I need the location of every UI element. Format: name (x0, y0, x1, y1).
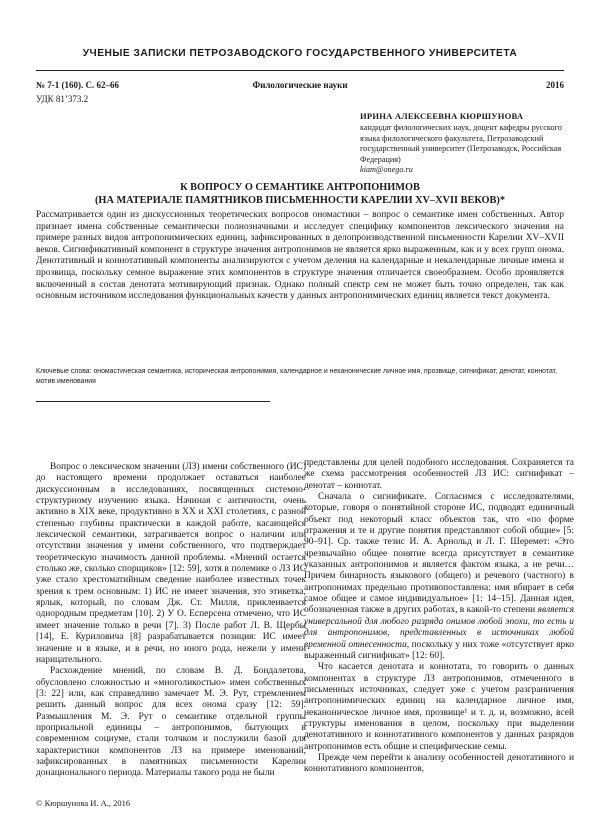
separator (36, 401, 270, 402)
title-line-1: К ВОПРОСУ О СЕМАНТИКЕ АНТРОПОНИМОВ (180, 182, 420, 193)
author-name: ИРИНА АЛЕКСЕЕВНА КЮРШУНОВА (360, 111, 524, 121)
paragraph: представлены для целей подобного исследования. Сохраняется та же схема рассмотрения особенностей ЛЗ ИС: сигнификат – денотат – коннотат. (304, 458, 574, 491)
left-column (36, 462, 306, 780)
title-line-2: (НА МАТЕРИАЛЕ ПАМЯТНИКОВ ПИСЬМЕННОСТИ КАРЕЛИИ XV–XVII ВЕКОВ)* (95, 195, 505, 206)
text-run: Сначала о сигнификате. Согласимся с исследователями, которые, говоря о понятийной стороне ИС, подводят единичный объект под некоторый класс объектов так, что «по форме отражения и те и другие понятия представляют собой общие» [5: 90–91]. Ср. также тезис И. А. Арнольд и Л. Г. Шеремет: «Это чрезвычайно общее понятие всегда присутствует в семантике указанных антропонимов и является фактом языка, а не речи… Причем бинарность языкового (общего) и речевого (частного) в антропонимах предельно противопоставлена: имя вбирает в себя самое общее и самое индивидуальное» [1: 14–15]. Данная идея, обозначенная также в других работах, в какой-то степени (304, 492, 574, 616)
abstract: Рассматривается один из дискуссионных теоретических вопросов ономастики – вопрос о семантике имен собственных. Автор признает имена собственные семантически полнозначными и исследует специфику компонентов лексического значения на примере разных видов антропонимических единиц, зафиксированных в делопроизводственной письменности Карелии XV–XVII веков. Сигнификативный компонент в структуре значения антропонимов не является ярко выраженным, как и у всех групп онома. Денотативный и коннотативный компоненты анализируются с учетом деления на календарные и некалендарные личные имена и прозвища, поскольку семное выражение этих компонентов в структуре значения отличается своеобразием. Особо проявляется включенный в состав денотата мотивирующий признак. Однако полный спектр сем не может быть точно определен, так как основным источником исследования функциональных качеств у данных антропонимических единиц является текст документа. (36, 210, 564, 302)
paragraph: Расхождение мнений, по словам В. Д. Бондалетова, обусловлено сложностью и «многоликостью» имен собственных [3: 22] или, как справедливо замечает М. Э. Рут, стремлением решить данный вопрос для всех онома сразу [12: 59]. Размышления М. Э. Рут о семантике отдельной группы проприальной единицы – антропонимов, бытующих в современном социуме, стали толчком и послужили базой для характеристики компонентов ЛЗ на примере именований, зафиксированных в памятниках письменности Карелии донационального периода. Материалы такого рода не были (36, 666, 306, 779)
text-run: , поскольку у них тоже «отсутствует ярко выраженный сигнификат» [12: 60]. (304, 639, 574, 661)
paragraph: Вопрос о лексическом значении (ЛЗ) имени собственного (ИС) до настоящего времени продолжает оставаться наиболее дискуссионным в исследованиях, посвященных системно-структурному изучению языка. Начиная с античности, очень активно в XIX веке, продуктивно в XX и XXI столетиях, с разной степенью глубины практически в каждой работе, касающейся лексической семантики, затрагивается вопрос о наличии или отсутствии значения у имени собственного, что подтверждает теоретическую значимость данной проблемы. «Мнений остается столько же, сколько спорщиков» [12: 59], хотя в полемике о ЛЗ ИС уже стало хрестоматийным сведение наиболее известных точек зрения к трем основным: 1) ИС не имеет значения, это этикетка, ярлык, который, по словам Дж. Ст. Милля, приклеивается однородным предметам [10]. 2) У О. Есперсена отмечено, что ИС имеет значение только в речи [7]. 3) После работ Л. В. Щербы [14], Е. Куриловича [8] разрабатывается позиция: ИС имеет значение и в языке, и в речи, но иного рода, нежели у имени нарицательного. (36, 462, 306, 665)
copyright: © Кюршунова И. А., 2016 (36, 798, 131, 808)
paragraph: Что касается денотата и коннотата, то говорить о данных компонентах в структуре ЛЗ антропонимов, отмеченного в письменных источниках, следует уже с учетом разграничения антропонимических единиц на календарное личное имя, неканоническое личное имя, прозвище¹ и т. д. и, возможно, всей структуры именования в целом, поскольку при выделении денотативного и коннотативного компонентов у данных разрядов антропонимов есть общие и специфические семы. (304, 662, 574, 752)
paragraph: Прежде чем перейти к анализу особенностей денотативного и коннотативного компонентов, (304, 752, 574, 775)
issue-year: 2016 (546, 80, 564, 90)
header-rule (36, 70, 564, 71)
author-affiliation (360, 123, 570, 176)
paragraph (304, 492, 574, 662)
section-name: Филологические науки (252, 80, 348, 90)
right-column (304, 458, 574, 776)
journal-title: УЧЕНЫЕ ЗАПИСКИ ПЕТРОЗАВОДСКОГО ГОСУДАРСТВЕННОГО УНИВЕРСИТЕТА (82, 48, 518, 59)
author-info-text: кандидат филологических наук, доцент кафедры русского языка филологического факультета, Петрозаводский государственный университет (Петрозаводск, Российская Федерация) (360, 123, 562, 164)
article-title (36, 181, 564, 207)
udk-code: УДК 81’373.2 (36, 94, 89, 104)
issue-info: № 7-1 (160). С. 62–66 (36, 80, 120, 90)
author-email: kiam@onego.ru (360, 165, 413, 175)
emphasis-text: является универсальной для любого разряда онимов любой эпохи, то есть и для антропонимов, представленных в источниках любой временной отнесенности (304, 605, 575, 650)
keywords: Ключевые слова: ономастическая семантика, историческая антропонимия, календарное и неканонические личное имя, прозвище, сигнификат, денотат, коннотат, мотив именования (36, 368, 557, 385)
